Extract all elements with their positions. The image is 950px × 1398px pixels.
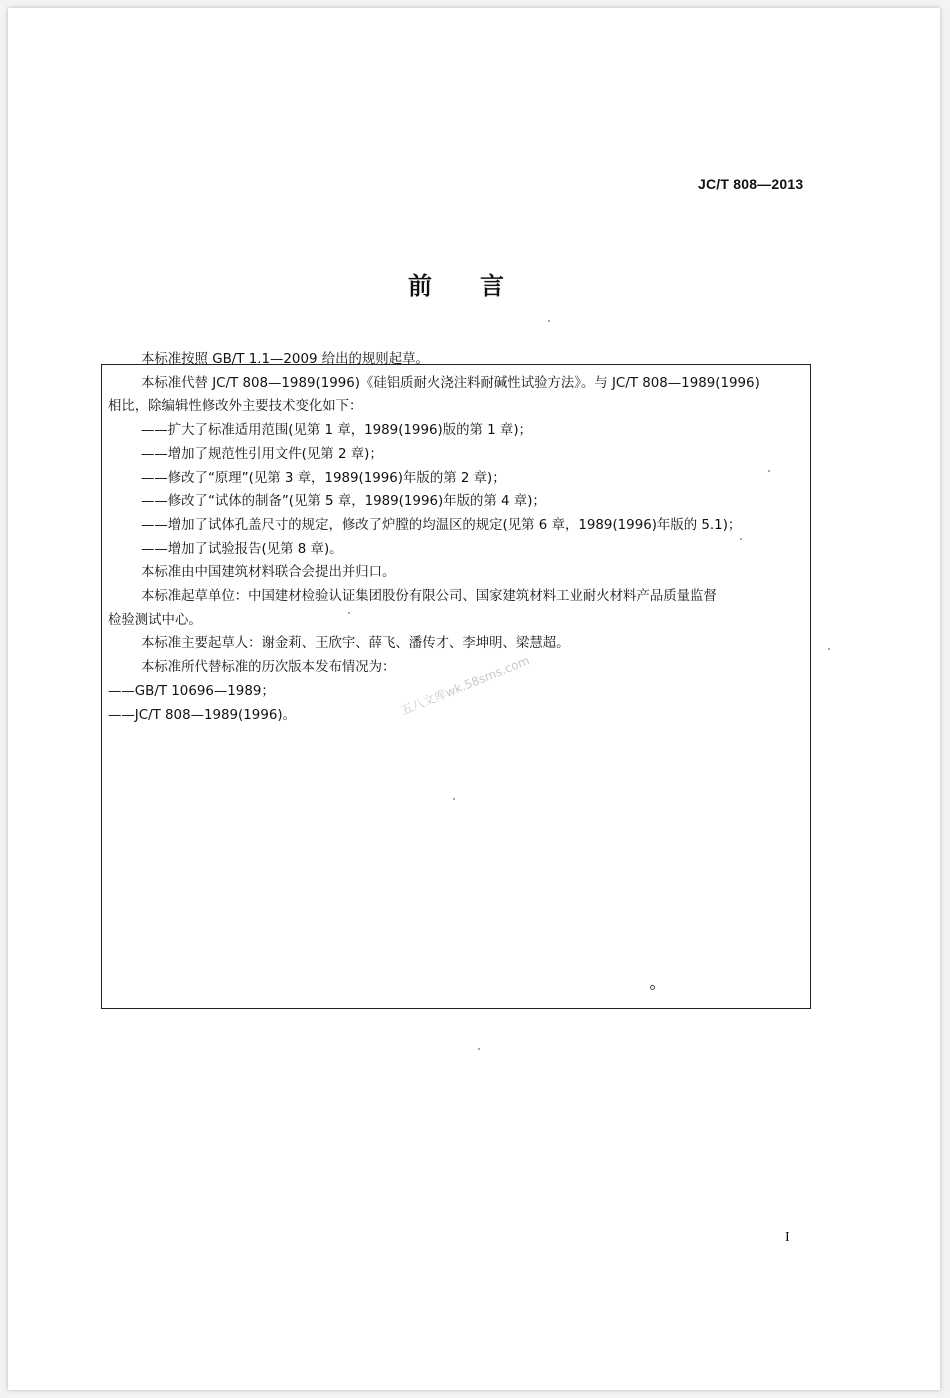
list-item-change-1: ——扩大了标准适用范围(见第 1 章，1989(1996)版的第 1 章)； <box>141 423 532 439</box>
paragraph-drafting-rule: 本标准按照 GB/T 1.1—2009 给出的规则起草。 <box>141 352 429 367</box>
scan-mark <box>650 985 655 990</box>
scan-speck <box>348 612 350 614</box>
page-title: 前言 <box>408 272 552 300</box>
scan-speck <box>453 798 455 800</box>
page-number: I <box>785 1230 790 1245</box>
list-item-change-3: ——修改了“原理”(见第 3 章，1989(1996)年版的第 2 章)； <box>141 470 506 486</box>
paragraph-changes-intro: 相比，除编辑性修改外主要技术变化如下： <box>108 399 363 415</box>
list-item-change-6: ——增加了试验报告(见第 8 章)。 <box>141 541 343 557</box>
list-item-change-5: ——增加了试体孔盖尺寸的规定，修改了炉膛的均温区的规定(见第 6 章，1989(1996)年版的 5.1)； <box>141 517 742 533</box>
paragraph-drafting-units: 本标准起草单位：中国建材检验认证集团股份有限公司、国家建筑材料工业耐火材料产品质量监督 <box>141 589 717 605</box>
watermark: 五八文库wk.58sms.com <box>398 653 532 718</box>
document-code: JC/T 808—2013 <box>698 176 804 192</box>
scan-speck <box>548 320 550 322</box>
list-item-history-2: ——JC/T 808—1989(1996)。 <box>108 707 296 723</box>
scan-speck <box>740 538 742 540</box>
list-item-history-1: ——GB/T 10696—1989； <box>108 683 275 699</box>
list-item-change-2: ——增加了规范性引用文件(见第 2 章)； <box>141 446 383 462</box>
paragraph-drafting-units-cont: 检验测试中心。 <box>108 612 202 628</box>
paragraph-drafters: 本标准主要起草人：谢金莉、王欣宇、薛飞、潘传才、李坤明、梁慧超。 <box>141 636 570 652</box>
scan-speck <box>478 1048 480 1050</box>
scan-speck <box>768 470 770 472</box>
paragraph-proposer: 本标准由中国建筑材料联合会提出并归口。 <box>141 565 396 581</box>
paragraph-history-intro: 本标准所代替标准的历次版本发布情况为： <box>141 660 396 676</box>
paragraph-replaces: 本标准代替 JC/T 808—1989(1996)《硅铝质耐火浇注料耐碱性试验方法》。与 JC/T 808—1989(1996) <box>141 375 760 391</box>
preface-body <box>108 348 808 727</box>
list-item-change-4: ——修改了“试体的制备”(见第 5 章，1989(1996)年版的第 4 章)； <box>141 494 546 510</box>
document-page <box>8 8 940 1390</box>
scan-speck <box>828 648 830 650</box>
